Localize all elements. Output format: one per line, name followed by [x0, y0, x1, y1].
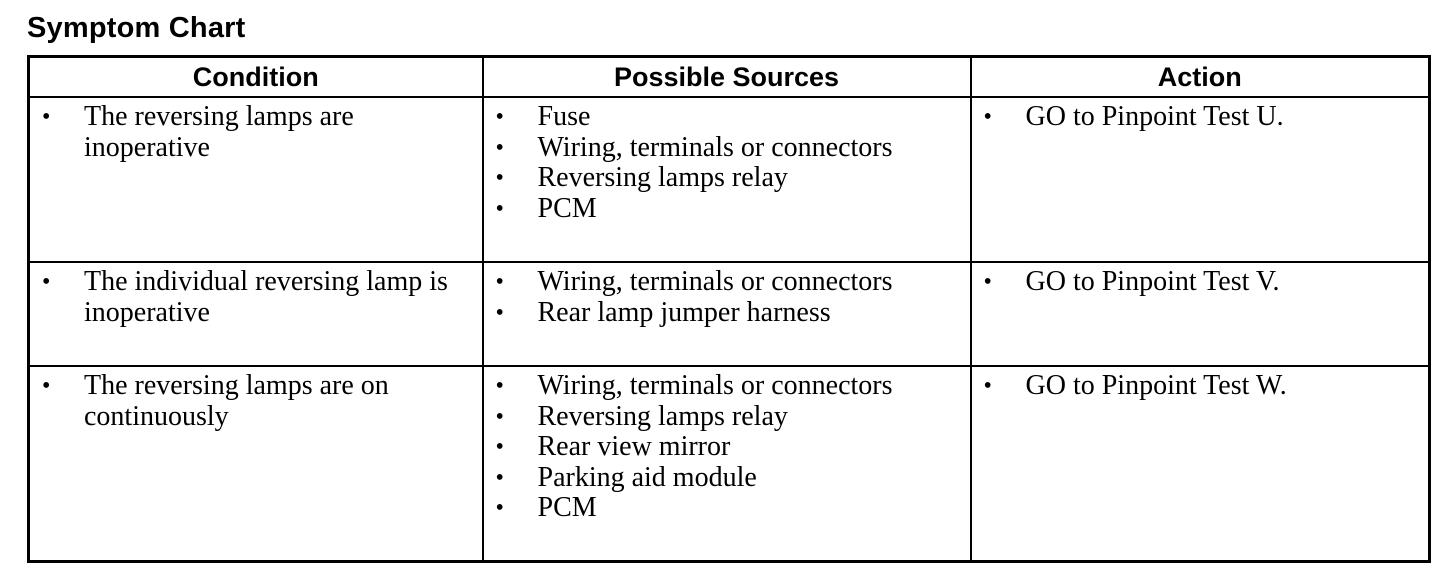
action-list: [980, 267, 1421, 298]
source-text: Rear lamp jumper harness: [537, 296, 831, 328]
list-item: [38, 267, 474, 328]
source-text: Wiring, terminals or connectors: [537, 266, 893, 297]
bullet-icon: •: [495, 434, 504, 460]
list-item: [492, 402, 962, 433]
source-text: Wiring, terminals or connectors: [537, 131, 893, 163]
bullet-icon: •: [495, 464, 504, 491]
action-text: GO to Pinpoint Test U.: [1025, 101, 1284, 132]
column-header-possible-sources: Possible Sources: [483, 57, 971, 98]
condition-text: The reversing lamps are on continuously: [84, 370, 389, 432]
bullet-icon: •: [495, 165, 504, 191]
bullet-icon: •: [495, 495, 504, 521]
bullet-icon: •: [495, 104, 504, 130]
bullet-icon: •: [495, 134, 504, 161]
condition-text: The reversing lamps are inoperative: [84, 101, 354, 163]
source-text: PCM: [537, 492, 597, 523]
bullet-icon: •: [495, 195, 504, 222]
source-text: Rear view mirror: [537, 431, 731, 462]
list-item: [492, 194, 962, 225]
condition-cell: [29, 97, 483, 262]
bullet-icon: •: [495, 299, 504, 326]
source-text: Fuse: [537, 101, 591, 132]
sources-cell: [483, 366, 971, 562]
list-item: [980, 371, 1421, 402]
sources-cell: [483, 262, 971, 366]
action-cell: [971, 97, 1430, 262]
bullet-icon: •: [983, 373, 992, 399]
list-item: [492, 133, 962, 164]
source-text: Reversing lamps relay: [537, 400, 788, 432]
table-row: [29, 97, 1430, 262]
action-text: GO to Pinpoint Test W.: [1025, 370, 1287, 401]
source-text: Reversing lamps relay: [537, 162, 788, 193]
condition-list: [38, 102, 474, 163]
action-cell: [971, 262, 1430, 366]
condition-list: [38, 371, 474, 432]
condition-cell: [29, 366, 483, 562]
sources-list: [492, 102, 962, 224]
bullet-icon: •: [42, 104, 51, 130]
bullet-icon: •: [495, 269, 504, 295]
list-item: [980, 102, 1421, 133]
list-item: [492, 298, 962, 329]
bullet-icon: •: [495, 403, 504, 430]
table-row: [29, 262, 1430, 366]
list-item: [492, 102, 962, 133]
list-item: [492, 267, 962, 298]
column-header-action: Action: [971, 57, 1430, 98]
bullet-icon: •: [42, 373, 51, 399]
source-text: PCM: [537, 192, 597, 224]
list-item: [38, 102, 474, 163]
condition-list: [38, 267, 474, 328]
list-item: [492, 432, 962, 463]
column-header-condition: Condition: [29, 57, 483, 98]
list-item: [492, 163, 962, 194]
action-list: [980, 371, 1421, 402]
source-text: Parking aid module: [537, 461, 757, 493]
bullet-icon: •: [983, 269, 992, 295]
sources-cell: [483, 97, 971, 262]
table-row: [29, 366, 1430, 562]
source-text: Wiring, terminals or connectors: [537, 370, 893, 401]
list-item: [492, 371, 962, 402]
bullet-icon: •: [495, 373, 504, 399]
condition-cell: [29, 262, 483, 366]
sources-list: [492, 267, 962, 328]
list-item: [492, 463, 962, 494]
action-list: [980, 102, 1421, 133]
symptom-table: [27, 55, 1431, 563]
list-item: [492, 493, 962, 524]
condition-text: The individual reversing lamp is inoperative: [84, 266, 448, 328]
sources-list: [492, 371, 962, 524]
table-header-row: [29, 57, 1430, 98]
bullet-icon: •: [983, 104, 992, 130]
list-item: [38, 371, 474, 432]
action-cell: [971, 366, 1430, 562]
bullet-icon: •: [42, 269, 51, 295]
page-title: Symptom Chart: [27, 12, 246, 44]
action-text: GO to Pinpoint Test V.: [1025, 266, 1280, 297]
list-item: [980, 267, 1421, 298]
